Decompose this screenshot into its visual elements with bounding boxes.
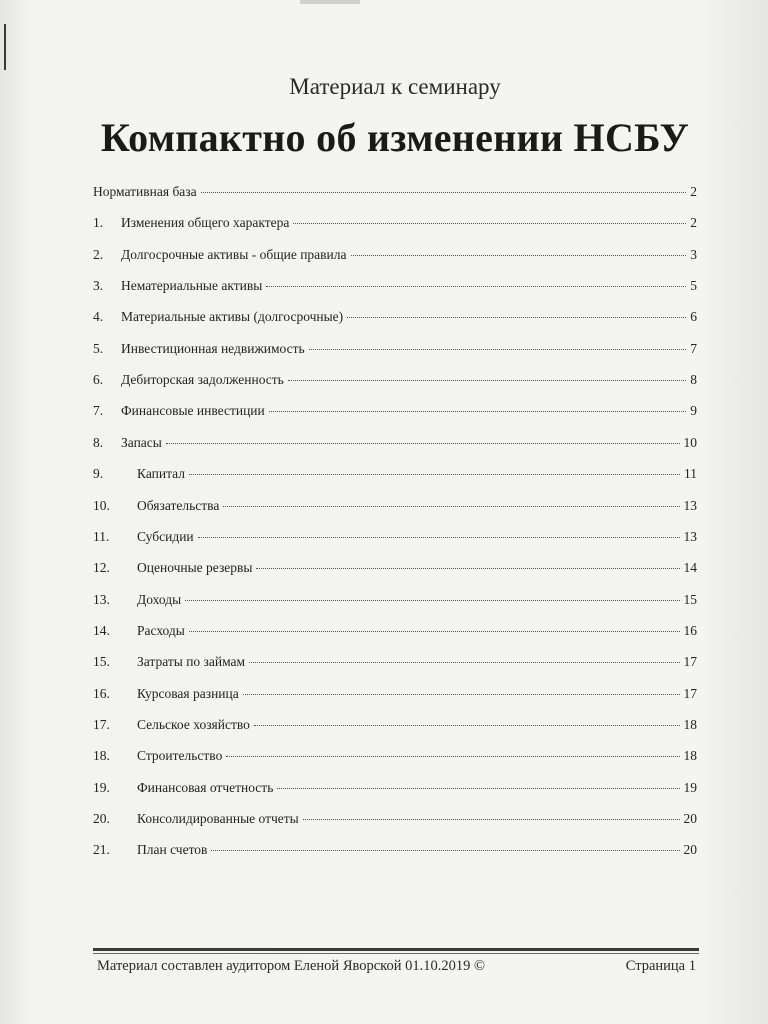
toc-entry[interactable] (93, 372, 697, 394)
toc-entry-label: Консолидированные отчеты (137, 811, 299, 826)
toc-entry[interactable] (93, 654, 697, 676)
toc-entry-label: Долгосрочные активы - общие правила (121, 246, 347, 262)
toc-dot-leader (266, 286, 686, 287)
footer-divider-thin (93, 953, 699, 954)
toc-entry-label: Изменения общего характера (121, 215, 290, 231)
toc-entry-page: 13 (683, 497, 697, 513)
toc-dot-leader (293, 223, 686, 224)
toc-entry-page: 8 (690, 372, 697, 388)
toc-entry[interactable] (93, 686, 697, 708)
toc-entry[interactable] (93, 403, 697, 425)
toc-entry-label: Нематериальные активы (121, 278, 263, 294)
toc-dot-leader (288, 380, 686, 381)
toc-dot-leader (166, 443, 680, 444)
toc-dot-leader (198, 537, 680, 538)
toc-entry-number: 2. (93, 246, 104, 262)
toc-entry-label: План счетов (137, 842, 208, 858)
toc-entry[interactable] (93, 184, 697, 206)
toc-entry-page: 16 (683, 622, 697, 638)
toc-dot-leader (243, 694, 680, 695)
toc-entry[interactable] (93, 466, 697, 488)
toc-entry-number: 18. (93, 748, 110, 764)
toc-entry-number: 19. (93, 779, 110, 795)
toc-dot-leader (223, 506, 679, 507)
toc-entry-label: Расходы (137, 622, 185, 638)
toc-entry-label: Сельское хозяйство (137, 716, 250, 732)
toc-entry[interactable] (93, 498, 697, 520)
toc-entry-number: 8. (93, 434, 104, 450)
toc-entry-label: Финансовая отчетность (137, 779, 274, 795)
toc-entry-label: Запасы (121, 434, 162, 450)
toc-dot-leader (254, 725, 680, 726)
toc-entry-number: 9. (93, 466, 104, 482)
toc-entry-label: Инвестиционная недвижимость (121, 340, 305, 356)
toc-entry[interactable] (93, 717, 697, 739)
footer-divider (93, 948, 699, 951)
toc-entry-number: 21. (93, 842, 110, 858)
toc-entry-page: 17 (683, 685, 697, 701)
toc-entry-page: 10 (683, 434, 697, 450)
toc-entry-page: 15 (683, 591, 697, 607)
toc-entry-page: 13 (683, 528, 697, 544)
toc-entry[interactable] (93, 215, 697, 237)
toc-entry-number: 7. (93, 403, 104, 419)
toc-entry-label: Строительство (137, 748, 223, 764)
toc-entry-page: 20 (683, 842, 697, 858)
toc-entry-number: 17. (93, 716, 110, 732)
toc-dot-leader (269, 411, 687, 412)
toc-entry-label: Нормативная база (93, 184, 197, 199)
toc-entry-label: Оценочные резервы (137, 560, 253, 576)
toc-entry-label: Затраты по займам (137, 654, 246, 670)
footer-page-number: Страница 1 (625, 958, 696, 974)
toc-dot-leader (201, 192, 687, 193)
toc-entry-page: 5 (690, 278, 697, 294)
toc-dot-leader (189, 631, 680, 632)
toc-entry[interactable] (93, 309, 697, 331)
toc-entry-number: 20. (93, 811, 110, 826)
toc-entry-page: 18 (683, 748, 697, 764)
footer-author: Материал составлен аудитором Еленой Яворской 01.10.2019 © (97, 958, 486, 974)
toc-dot-leader (189, 474, 680, 475)
toc-entry-page: 2 (690, 215, 697, 231)
toc-entry-label: Курсовая разница (137, 685, 239, 701)
scan-edge-mark (4, 24, 6, 70)
scan-top-mark (300, 0, 360, 4)
toc-entry[interactable] (93, 341, 697, 363)
toc-entry[interactable] (93, 435, 697, 457)
toc-entry[interactable] (93, 780, 697, 802)
toc-entry-number: 11. (93, 528, 110, 544)
toc-entry-page: 14 (683, 560, 697, 576)
toc-entry-label: Обязательства (137, 497, 220, 513)
toc-dot-leader (347, 317, 686, 318)
toc-dot-leader (185, 600, 679, 601)
toc-entry-number: 12. (93, 560, 110, 576)
toc-entry-number: 6. (93, 372, 104, 388)
toc-entry-number: 14. (93, 622, 110, 638)
toc-entry[interactable] (93, 811, 697, 833)
toc-entry-number: 5. (93, 340, 104, 356)
toc-dot-leader (309, 349, 687, 350)
toc-entry-label: Субсидии (137, 528, 194, 544)
toc-entry-number: 1. (93, 215, 104, 231)
toc-dot-leader (249, 662, 679, 663)
toc-entry[interactable] (93, 623, 697, 645)
toc-entry[interactable] (93, 592, 697, 614)
toc-entry-page: 2 (690, 184, 697, 199)
toc-entry-label: Дебиторская задолженность (121, 372, 284, 388)
toc-entry-number: 3. (93, 278, 104, 294)
toc-entry[interactable] (93, 529, 697, 551)
toc-entry-label: Материальные активы (долгосрочные) (121, 309, 344, 325)
toc-entry-page: 7 (690, 340, 697, 356)
toc-entry[interactable] (93, 842, 697, 864)
toc-entry-page: 19 (683, 779, 697, 795)
toc-entry-label: Финансовые инвестиции (121, 403, 265, 419)
toc-dot-leader (351, 255, 687, 256)
toc-entry-number: 15. (93, 654, 110, 670)
toc-entry[interactable] (93, 247, 697, 269)
toc-dot-leader (256, 568, 679, 569)
toc-dot-leader (211, 850, 679, 851)
toc-entry-number: 10. (93, 497, 110, 513)
toc-dot-leader (226, 756, 679, 757)
toc-entry-label: Капитал (137, 466, 186, 482)
toc-entry-page: 3 (690, 246, 697, 262)
toc-entry-page: 20 (683, 811, 697, 826)
toc-entry-number: 4. (93, 309, 104, 325)
toc-dot-leader (303, 819, 680, 820)
toc-entry-page: 9 (690, 403, 697, 419)
toc-entry-page: 6 (690, 309, 697, 325)
toc-entry[interactable] (93, 278, 697, 300)
document-subtitle: Материал к семинару (289, 74, 501, 99)
toc-entry-page: 18 (683, 716, 697, 732)
toc-entry-page: 17 (683, 654, 697, 670)
toc-entry-number: 16. (93, 685, 110, 701)
toc-entry-number: 13. (93, 591, 110, 607)
toc-entry[interactable] (93, 748, 697, 770)
toc-dot-leader (277, 788, 679, 789)
toc-entry-page: 11 (684, 466, 697, 482)
toc-entry-label: Доходы (137, 591, 182, 607)
document-title: Компактно об изменении НСБУ (100, 115, 690, 160)
toc-entry[interactable] (93, 560, 697, 582)
